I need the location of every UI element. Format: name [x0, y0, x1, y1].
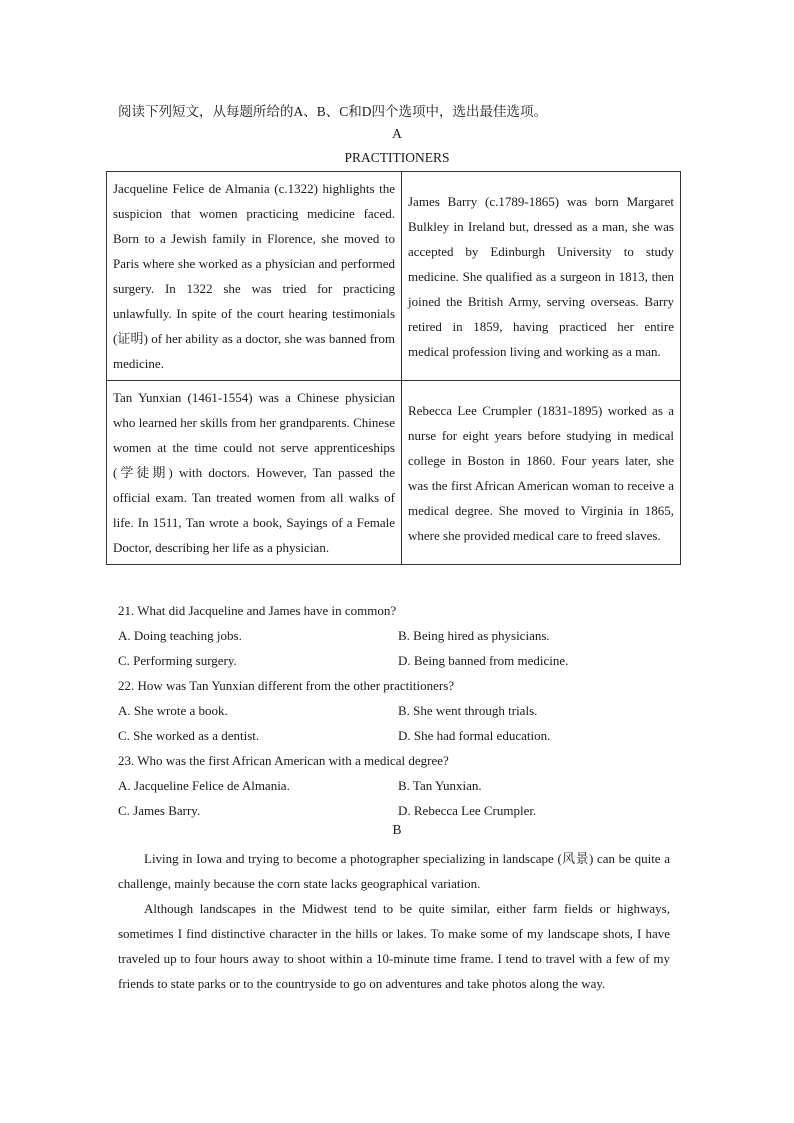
- passage-b: [118, 846, 670, 996]
- table-row: [107, 172, 681, 381]
- question-23: 23. Who was the first African American with a medical degree?: [118, 753, 449, 768]
- cell-rebecca-crumpler: Rebecca Lee Crumpler (1831-1895) worked as a nurse for eight years before studying in medical college in Boston in 1860. Four years later, she was the first African American woman to receive a medical degree. She moved to Virginia in 1865, where she provided medical care to freed slaves.: [402, 381, 681, 565]
- option-b: B. Tan Yunxian.: [398, 778, 482, 793]
- section-a-label: A: [392, 126, 402, 141]
- cell-james-barry: James Barry (c.1789-1865) was born Margaret Bulkley in Ireland but, dressed as a man, she was accepted by Edinburgh University to study medicine. She qualified as a surgeon in 1813, then joined the British Army, serving overseas. Barry retired in 1859, having practiced her entire medical profession living and working as a man.: [402, 172, 681, 381]
- paragraph: Living in Iowa and trying to become a photographer specializing in landscape (风景) can be quite a challenge, mainly because the corn state lacks geographical variation.: [118, 851, 670, 891]
- question-21-options: [118, 623, 688, 648]
- question-22-options-2: [118, 723, 688, 748]
- question-23-options-2: [118, 798, 688, 823]
- question-23-options: [118, 773, 688, 798]
- option-c: C. She worked as a dentist.: [118, 728, 260, 743]
- question-21: 21. What did Jacqueline and James have in common?: [118, 603, 397, 618]
- question-list: [118, 598, 688, 823]
- option-a: A. She wrote a book.: [118, 703, 228, 718]
- table-title: PRACTITIONERS: [344, 150, 450, 165]
- cell-jacqueline: Jacqueline Felice de Almania (c.1322) highlights the suspicion that women practicing medicine faced. Born to a Jewish family in Florence, she moved to Paris where she worked as a physician and performed surgery. In 1322 she was tried for practicing unlawfully. In spite of the court hearing testimonials (证明) of her ability as a doctor, she was banned from medicine.: [107, 172, 402, 381]
- table-row: [107, 381, 681, 565]
- option-a: A. Jacqueline Felice de Almania.: [118, 778, 290, 793]
- option-b: B. She went through trials.: [398, 703, 538, 718]
- option-c: C. James Barry.: [118, 803, 201, 818]
- option-a: A. Doing teaching jobs.: [118, 628, 242, 643]
- question-22: 22. How was Tan Yunxian different from the other practitioners?: [118, 678, 455, 693]
- question-22-options: [118, 698, 688, 723]
- option-b: B. Being hired as physicians.: [398, 628, 550, 643]
- option-d: D. She had formal education.: [398, 728, 551, 743]
- option-c: C. Performing surgery.: [118, 653, 237, 668]
- question-21-options-2: [118, 648, 688, 673]
- option-d: D. Rebecca Lee Crumpler.: [398, 803, 537, 818]
- cell-tan-yunxian: Tan Yunxian (1461-1554) was a Chinese physician who learned her skills from her grandparents. Chinese women at the time could not serve apprenticeships (学徒期) with doctors. However, Tan passed the official exam. Tan treated women from all walks of life. In 1511, Tan wrote a book, Sayings of a Female Doctor, describing her life as a physician.: [107, 381, 402, 565]
- practitioners-table: [106, 171, 681, 565]
- paragraph: Although landscapes in the Midwest tend to be quite similar, either farm fields or highways, sometimes I find distinctive character in the hills or lakes. To make some of my landscape shots, I have traveled up to four hours away to shoot within a 10-minute time frame. I tend to travel with a few of my friends to state parks or to the countryside to go on adventures and take photos along the way.: [118, 901, 670, 991]
- section-b-label: B: [392, 822, 402, 837]
- option-d: D. Being banned from medicine.: [398, 653, 569, 668]
- instruction-text: 阅读下列短文，从每题所给的A、B、C和D四个选项中，选出最佳选项。: [118, 104, 548, 119]
